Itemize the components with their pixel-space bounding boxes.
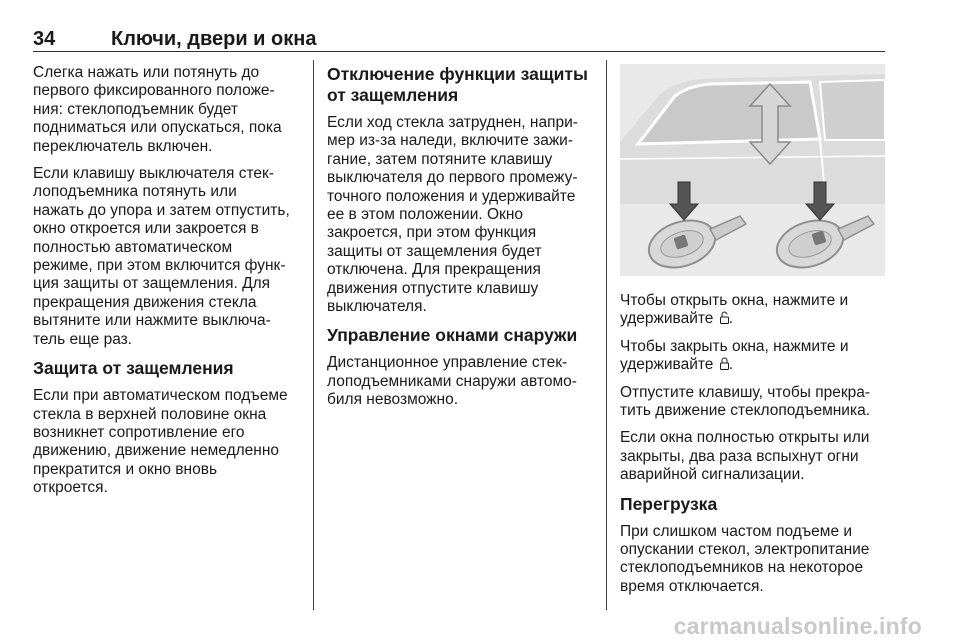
column-divider bbox=[606, 60, 607, 610]
watermark: carmanualsonline.info bbox=[673, 613, 922, 639]
illustration-svg bbox=[620, 64, 885, 276]
text-line: ния: стеклоподъемник будет bbox=[33, 100, 238, 118]
text-line: возникнет сопротивление его bbox=[33, 423, 245, 441]
paragraph bbox=[620, 384, 885, 421]
text-line: точного положения и удерживайте bbox=[327, 187, 576, 205]
text-line: стеклоподъемников на некоторое bbox=[620, 559, 864, 577]
page-number: 34 bbox=[33, 28, 56, 50]
text-fragment: удерживайте bbox=[620, 356, 714, 374]
text-line: ее в этом положении. Окно bbox=[327, 206, 523, 224]
text-line: время отключается. bbox=[620, 577, 764, 595]
unlock-icon bbox=[720, 311, 729, 324]
text-line: движения отпустите клавишу bbox=[327, 279, 539, 297]
text-line: стекла в верхней половине окна bbox=[33, 405, 267, 423]
text-fragment: . bbox=[728, 310, 734, 328]
text-line: биля невозможно. bbox=[327, 391, 459, 409]
text-line: Если при автоматическом подъеме bbox=[33, 387, 288, 405]
text-line: нажать до упора и затем отпустить, bbox=[33, 201, 290, 219]
text-line: лоподъемниками снаружи автомо- bbox=[327, 372, 577, 390]
text-line: первого фиксированного положе- bbox=[33, 82, 275, 100]
text-line bbox=[620, 356, 885, 374]
section-heading: Перегрузка bbox=[620, 493, 718, 514]
text-line: полностью автоматическом bbox=[33, 238, 233, 256]
text-line: прекратится и окно вновь bbox=[33, 460, 218, 478]
paragraph bbox=[620, 429, 885, 484]
heading-line: от защемления bbox=[327, 85, 459, 105]
text-line: выключателя до первого промежу- bbox=[327, 169, 578, 187]
text-line: закроется, при этом функция bbox=[327, 224, 537, 242]
text-line bbox=[620, 310, 885, 328]
text-line: аварийной сигнализации. bbox=[620, 466, 805, 484]
text-line: откроется. bbox=[33, 479, 108, 497]
text-line: мер из-за наледи, включите зажи- bbox=[327, 132, 574, 150]
text-line: подниматься или опускаться, пока bbox=[33, 119, 282, 137]
text-line: тить движение стеклоподъемника. bbox=[620, 402, 871, 420]
text-line: При слишком частом подъеме и bbox=[620, 522, 853, 540]
paragraph bbox=[327, 354, 589, 409]
text-line: вытяните или нажмите выключа- bbox=[33, 312, 271, 330]
text-line: опускании стекол, электропитание bbox=[620, 541, 870, 559]
paragraph bbox=[33, 387, 298, 497]
heading-line: Отключение функции защиты bbox=[327, 64, 588, 84]
text-line: закрыты, два раза вспыхнут огни bbox=[620, 447, 859, 465]
text-line: ция защиты от защемления. Для bbox=[33, 275, 271, 293]
text-line: Чтобы открыть окна, нажмите и bbox=[620, 292, 849, 309]
lock-icon bbox=[720, 357, 729, 370]
text-line: гание, затем потяните клавишу bbox=[327, 150, 553, 168]
text-line: защиты от защемления будет bbox=[327, 242, 542, 260]
text-fragment: . bbox=[728, 356, 734, 374]
text-line: движению, движение немедленно bbox=[33, 442, 280, 460]
text-line: тель еще раз. bbox=[33, 330, 133, 348]
page-header bbox=[33, 28, 885, 52]
text-line: окно откроется или закроется в bbox=[33, 220, 259, 238]
text-line: отключена. Для прекращения bbox=[327, 261, 541, 279]
text-line: Отпустите клавишу, чтобы прекра- bbox=[620, 383, 871, 401]
remote-key-illustration bbox=[620, 64, 885, 276]
text-line: Если клавишу выключателя стек- bbox=[33, 165, 274, 183]
text-line: Слегка нажать или потянуть до bbox=[33, 64, 260, 81]
text-line: Чтобы закрыть окна, нажмите и bbox=[620, 337, 849, 355]
column-1 bbox=[33, 64, 298, 507]
header-rule bbox=[33, 51, 885, 52]
text-line: прекращения движения стекла bbox=[33, 293, 257, 311]
text-line: Если ход стекла затруднен, напри- bbox=[327, 114, 578, 131]
section-heading: Управление окнами снаружи bbox=[327, 325, 578, 346]
text-line: Дистанционное управление стек- bbox=[327, 354, 568, 372]
text-line: выключателя. bbox=[327, 298, 427, 316]
paragraph bbox=[33, 64, 298, 156]
text-line: лоподъемника потянуть или bbox=[33, 183, 237, 201]
section-heading: Защита от защемления bbox=[33, 358, 234, 379]
paragraph bbox=[327, 114, 589, 316]
page-title: Ключи, двери и окна bbox=[111, 28, 317, 50]
paragraph bbox=[620, 292, 885, 329]
paragraph bbox=[33, 165, 298, 349]
paragraph bbox=[620, 338, 885, 375]
text-line: переключатель включен. bbox=[33, 137, 213, 155]
column-2 bbox=[327, 64, 589, 419]
text-line: Если окна полностью открыты или bbox=[620, 429, 870, 447]
paragraph bbox=[620, 523, 885, 597]
text-line: режиме, при этом включится функ- bbox=[33, 257, 286, 275]
column-divider bbox=[313, 60, 314, 610]
column-3 bbox=[620, 292, 885, 605]
section-heading bbox=[327, 64, 589, 106]
text-fragment: удерживайте bbox=[620, 310, 714, 328]
